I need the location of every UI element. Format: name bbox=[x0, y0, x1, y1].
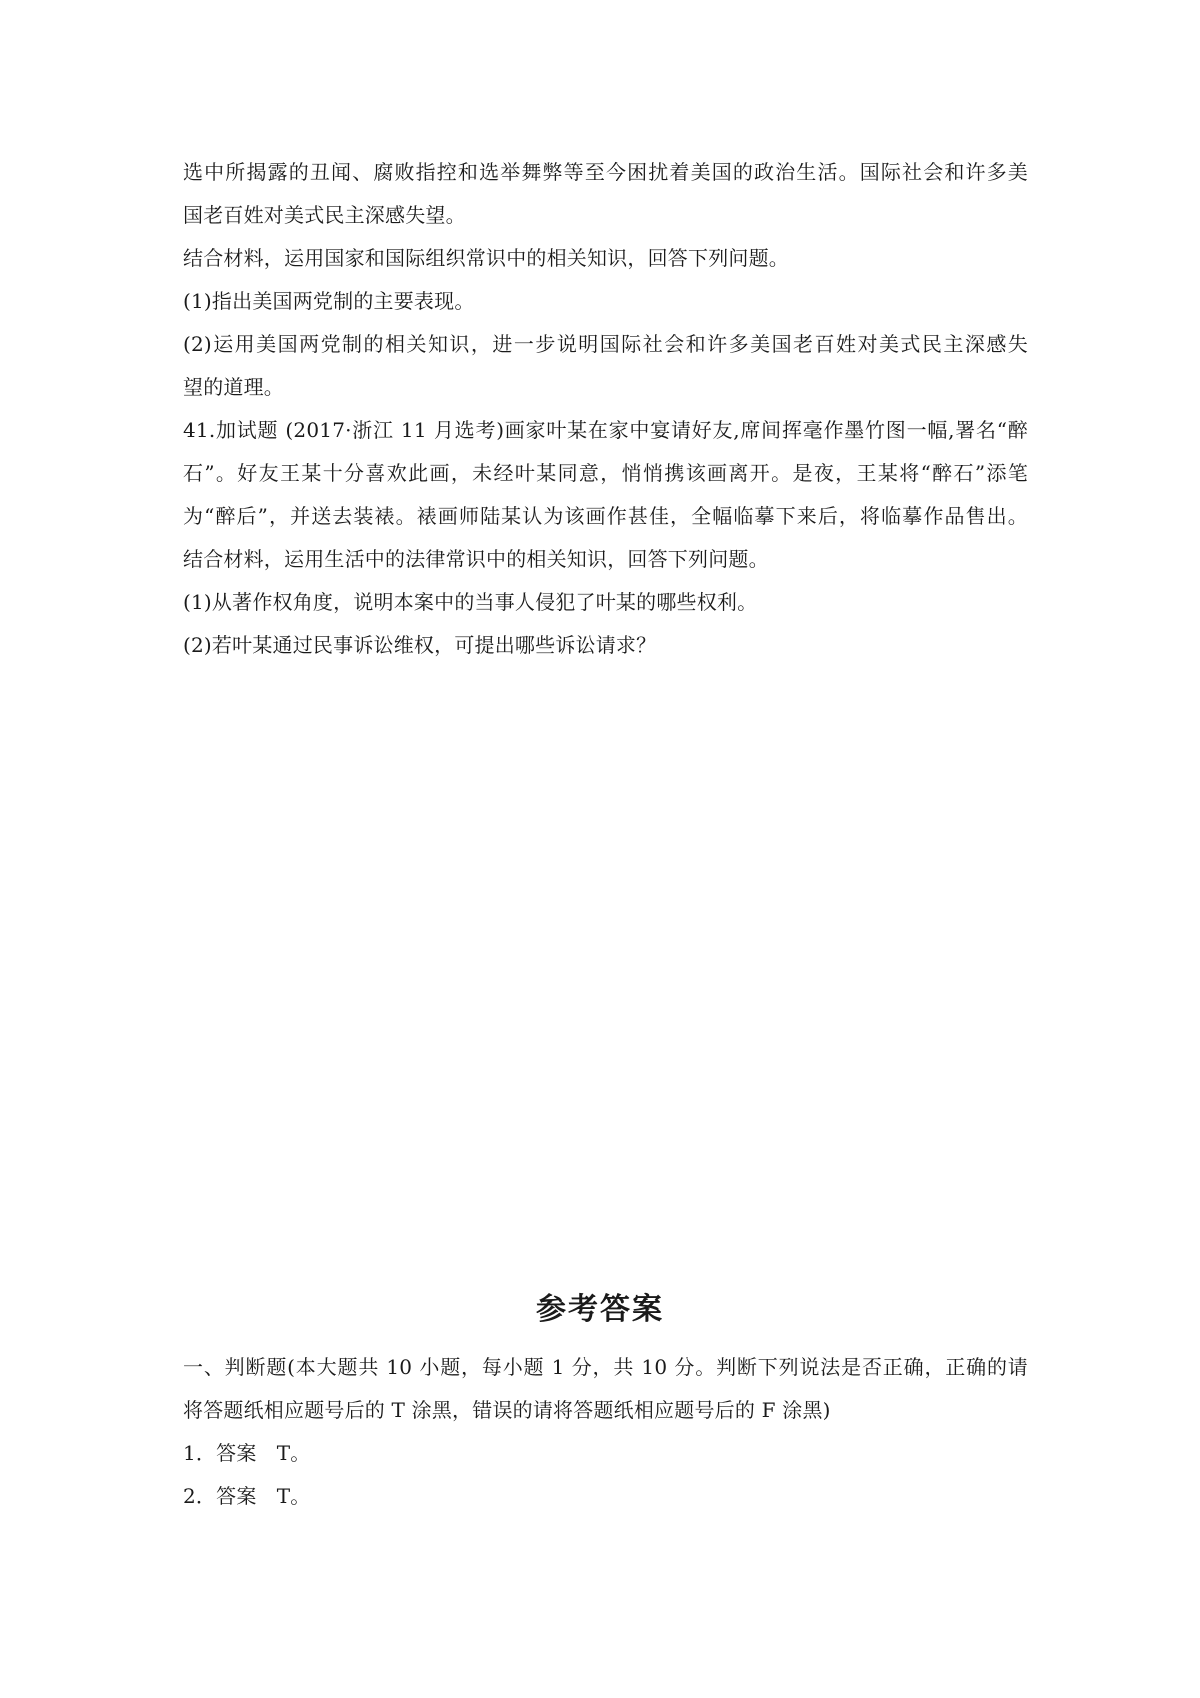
paragraph-line: 国老百姓对美式民主深感失望。 bbox=[183, 203, 466, 227]
instruction-line: 结合材料，运用国家和国际组织常识中的相关知识，回答下列问题。 bbox=[183, 246, 789, 270]
sub-question-1: (1)从著作权角度，说明本案中的当事人侵犯了叶某的哪些权利。 bbox=[183, 590, 758, 614]
answer-item: 1．答案 T。 bbox=[183, 1441, 311, 1465]
sub-question-2-continued: 望的道理。 bbox=[183, 375, 284, 399]
answers-section-intro: 一、判断题(本大题共 10 小题，每小题 1 分，共 10 分。判断下列说法是否正确，正确的请 bbox=[183, 1355, 1028, 1379]
sub-question-1: (1)指出美国两党制的主要表现。 bbox=[183, 289, 475, 313]
answers-section-intro: 将答题纸相应题号后的 T 涂黑，错误的请将答题纸相应题号后的 F 涂黑) bbox=[183, 1398, 831, 1422]
question-41-line: 为“醉后”，并送去装裱。裱画师陆某认为该画作甚佳，全幅临摹下来后，将临摹作品售出。 bbox=[183, 504, 1028, 528]
answer-item: 2．答案 T。 bbox=[183, 1484, 311, 1508]
answers-block bbox=[183, 1346, 1028, 1518]
question-41-line: 石”。好友王某十分喜欢此画，未经叶某同意，悄悄携该画离开。是夜，王某将“醉石”添笔 bbox=[183, 461, 1028, 485]
sub-question-2: (2)运用美国两党制的相关知识，进一步说明国际社会和许多美国老百姓对美式民主深感失 bbox=[183, 332, 1028, 356]
question-text-block bbox=[183, 151, 1028, 667]
question-41-line: 41.加试题 (2017·浙江 11 月选考)画家叶某在家中宴请好友,席间挥毫作墨竹图一幅,署名“醉 bbox=[183, 418, 1028, 442]
answers-heading: 参考答案 bbox=[536, 1292, 664, 1327]
paragraph-line: 选中所揭露的丑闻、腐败指控和选举舞弊等至今困扰着美国的政治生活。国际社会和许多美 bbox=[183, 160, 1028, 184]
sub-question-2: (2)若叶某通过民事诉讼维权，可提出哪些诉讼请求？ bbox=[183, 633, 657, 657]
instruction-line: 结合材料，运用生活中的法律常识中的相关知识，回答下列问题。 bbox=[183, 547, 769, 571]
